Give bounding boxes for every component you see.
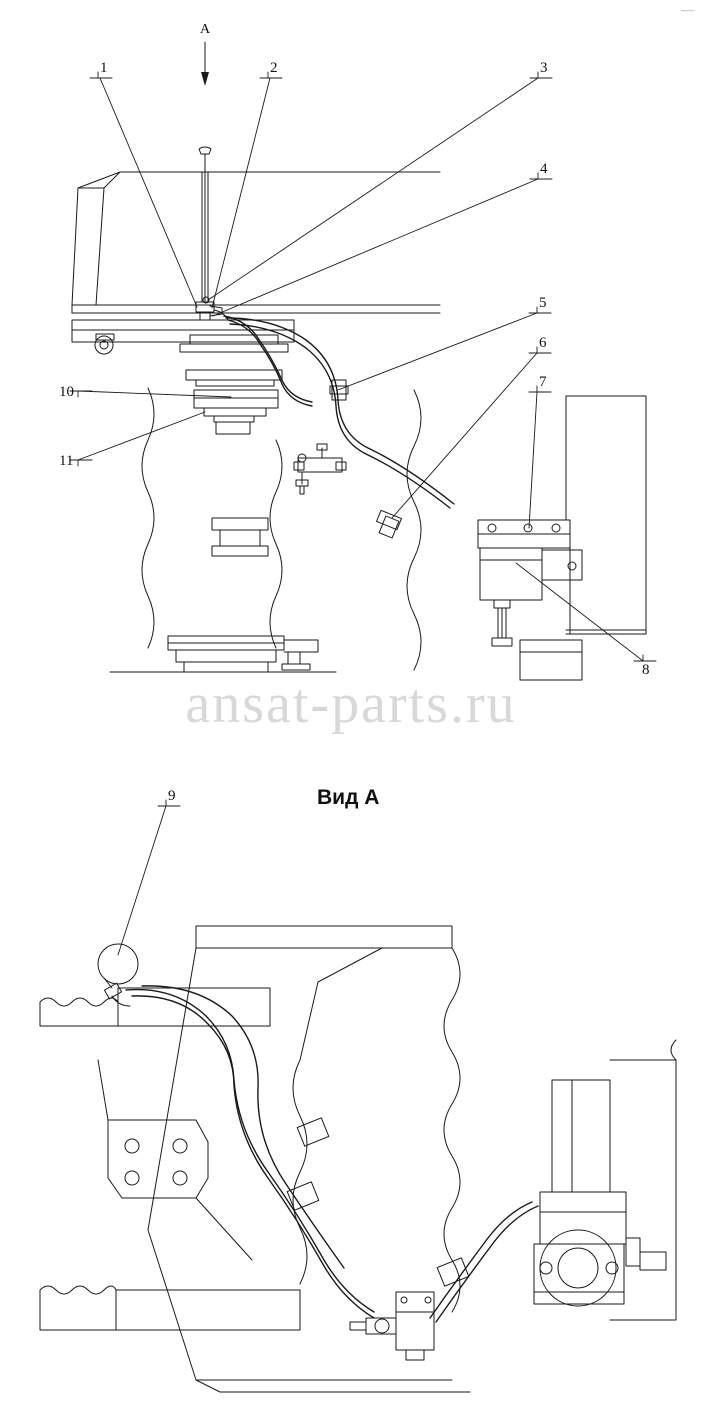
view-a-assembly xyxy=(40,800,676,1392)
hose-clamps xyxy=(287,1118,469,1286)
right-round-mechanism xyxy=(534,1040,676,1320)
middle-valve-assembly xyxy=(294,444,346,494)
cab-body-outline xyxy=(72,172,440,313)
right-body-outline xyxy=(566,396,646,634)
callout-8: 8 xyxy=(642,662,650,678)
callout-3: 3 xyxy=(540,60,548,76)
watermark: ansat-parts.ru xyxy=(185,673,517,735)
view-a-title: Вид А xyxy=(317,786,380,809)
callout-11: 11 xyxy=(59,453,74,469)
callout-1: 1 xyxy=(100,60,108,76)
callout-2: 2 xyxy=(270,60,278,76)
left-wing-panel xyxy=(40,988,300,1330)
callout-9: 9 xyxy=(168,788,176,804)
callout-5: 5 xyxy=(539,295,547,311)
callout-leaders xyxy=(70,72,656,661)
chassis-frame xyxy=(72,320,294,434)
callout-10: 10 xyxy=(59,384,74,400)
upper-valve-block xyxy=(196,297,228,320)
view-direction-arrow xyxy=(201,42,209,86)
main-assembly-view xyxy=(70,42,656,680)
view-a-hose-lines xyxy=(126,986,538,1322)
body-break-lines xyxy=(142,388,421,670)
upper-rod-assembly xyxy=(199,147,211,302)
callout-6: 6 xyxy=(539,335,547,351)
right-bracket-assembly xyxy=(478,520,582,680)
callout-4: 4 xyxy=(540,161,548,177)
hose-fittings xyxy=(330,380,401,538)
center-body-outline xyxy=(148,926,470,1392)
center-flange xyxy=(212,518,268,556)
view-a-callout-leaders xyxy=(118,800,180,955)
lower-frame xyxy=(110,636,336,672)
hose-line-right xyxy=(226,318,454,508)
view-direction-letter: А xyxy=(200,22,211,37)
corner-mark: — xyxy=(681,2,694,17)
lower-valve-block xyxy=(350,1292,434,1360)
mounting-plate xyxy=(98,1060,252,1260)
callout-7: 7 xyxy=(539,374,547,390)
